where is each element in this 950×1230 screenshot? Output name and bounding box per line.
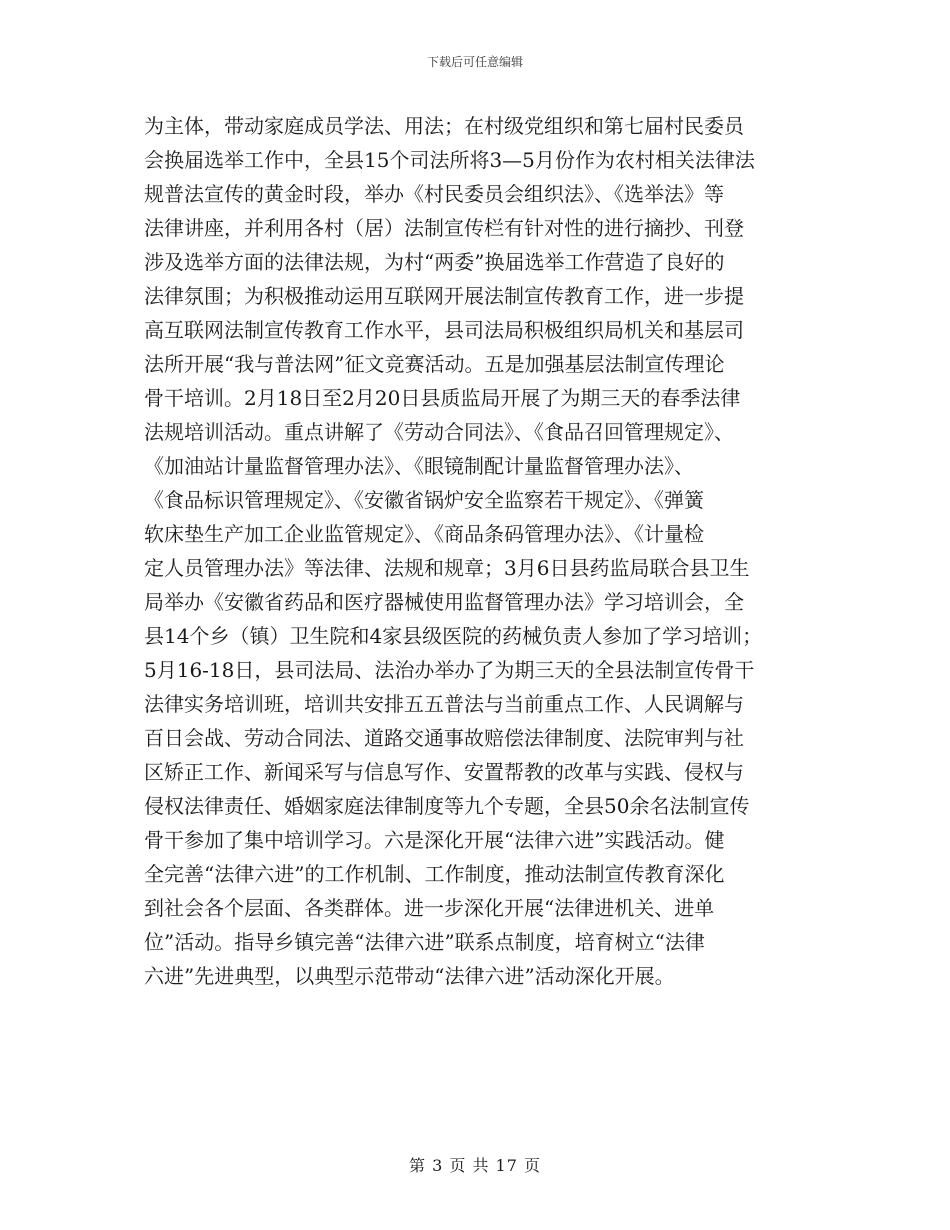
text-line: 法规培训活动。重点讲解了《劳动合同法》、《食品召回管理规定》、 [144, 420, 734, 444]
text-line: 规普法宣传的黄金时段，举办《村民委员会组织法》、《选举法》等 [144, 182, 724, 206]
text-line: 软床垫生产加工企业监管规定》、《商品条码管理办法》、《计量检 [144, 522, 704, 546]
text-line: 侵权法律责任、婚姻家庭法律制度等九个专题，全县50余名法制宣传 [144, 794, 750, 818]
text-line: 法律实务培训班，培训共安排五五普法与当前重点工作、人民调解与 [144, 692, 744, 716]
text-line: 县14个乡（镇）卫生院和4家县级医院的药械负责人参加了学习培训； [144, 624, 763, 648]
body-text [144, 109, 824, 993]
text-line: 骨干培训。2月18日至2月20日县质监局开展了为期三天的春季法律 [144, 386, 741, 410]
text-line: 5月16-18日，县司法局、法治办举办了为期三天的全县法制宣传骨干 [144, 658, 755, 682]
text-line: 定人员管理办法》等法律、法规和规章；3月6日县药监局联合县卫生 [144, 556, 750, 580]
text-line: 《加油站计量监督管理办法》、《眼镜制配计量监督管理办法》、 [144, 454, 694, 478]
text-line: 法所开展“我与普法网”征文竞赛活动。五是加强基层法制宣传理论 [144, 352, 725, 376]
text-line: 为主体，带动家庭成员学法、用法；在村级党组织和第七届村民委员 [144, 114, 744, 138]
text-line: 位”活动。指导乡镇完善“法律六进”联系点制度，培育树立“法律 [144, 930, 705, 954]
text-line: 高互联网法制宣传教育工作水平，县司法局积极组织局机关和基层司 [144, 318, 744, 342]
text-line: 法律氛围；为积极推动运用互联网开展法制宣传教育工作，进一步提 [144, 284, 744, 308]
text-line: 会换届选举工作中，全县15个司法所将3—5月份作为农村相关法律法 [144, 148, 755, 172]
text-line: 涉及选举方面的法律法规，为村“两委”换届选举工作营造了良好的 [144, 250, 725, 274]
text-line: 骨干参加了集中培训学习。六是深化开展“法律六进”实践活动。健 [144, 828, 725, 852]
text-line: 区矫正工作、新闻采写与信息写作、安置帮教的改革与实践、侵权与 [144, 760, 744, 784]
text-line: 局举办《安徽省药品和医疗器械使用监督管理办法》学习培训会，全 [144, 590, 744, 614]
text-line: 六进”先进典型，以典型示范带动“法律六进”活动深化开展。 [144, 964, 675, 988]
page-number: 第 3 页 共 17 页 [409, 1156, 541, 1175]
text-line: 到社会各个层面、各类群体。进一步深化开展“法律进机关、进单 [144, 896, 715, 920]
text-line: 百日会战、劳动合同法、道路交通事故赔偿法律制度、法院审判与社 [144, 726, 744, 750]
text-line: 法律讲座，并利用各村（居）法制宣传栏有针对性的进行摘抄、刊登 [144, 216, 744, 240]
text-line: 全完善“法律六进”的工作机制、工作制度，推动法制宣传教育深化 [144, 862, 725, 886]
page-header: 下载后可任意编辑 [426, 55, 523, 69]
text-line: 《食品标识管理规定》、《安徽省锅炉安全监察若干规定》、《弹簧 [144, 488, 704, 512]
